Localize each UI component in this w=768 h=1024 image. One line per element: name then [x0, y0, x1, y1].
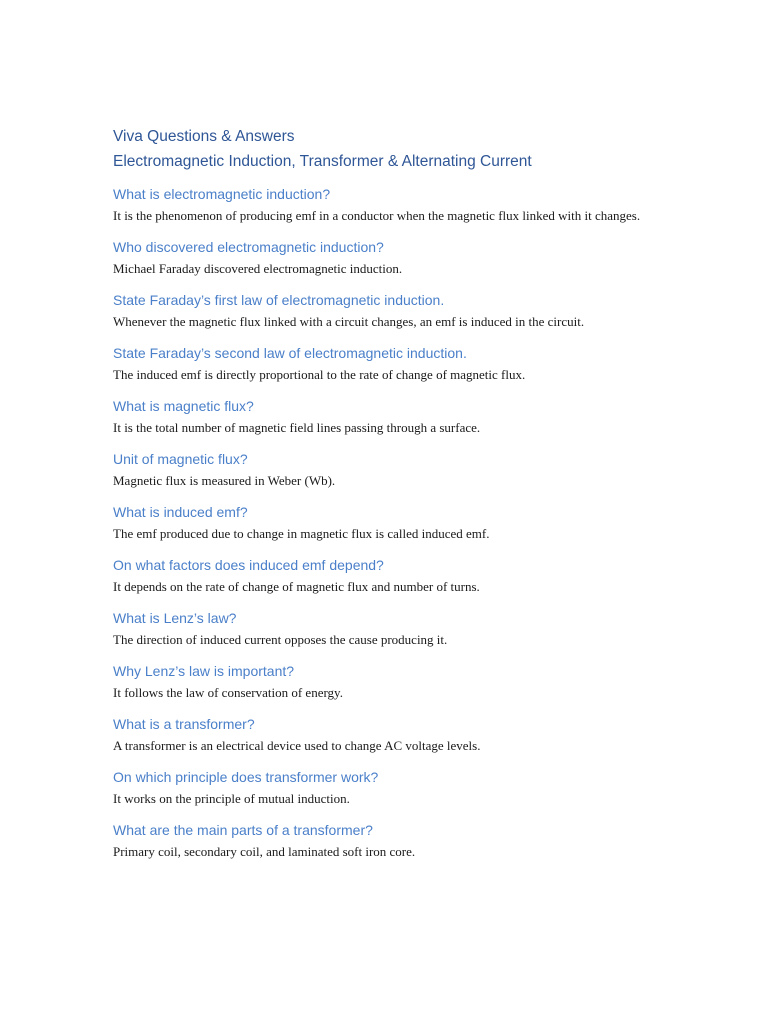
answer-text: The emf produced due to change in magnetic flux is called induced emf.: [113, 526, 490, 541]
qa-item: [113, 714, 673, 755]
question-heading: What is magnetic flux?: [113, 398, 254, 414]
question-heading: State Faraday’s second law of electromagnetic induction.: [113, 345, 467, 361]
answer-text: Michael Faraday discovered electromagnetic induction.: [113, 261, 403, 276]
question-heading: What is Lenz’s law?: [113, 610, 237, 626]
question-heading: What are the main parts of a transformer?: [113, 822, 373, 838]
answer-text: It is the phenomenon of producing emf in a conductor when the magnetic flux linked with it changes.: [113, 208, 641, 223]
answer-text: The induced emf is directly proportional to the rate of change of magnetic flux.: [113, 367, 526, 382]
qa-item: [113, 184, 673, 225]
question-heading: Who discovered electromagnetic induction?: [113, 239, 384, 255]
question-heading: On which principle does transformer work?: [113, 769, 379, 785]
answer-text: It follows the law of conservation of energy.: [113, 685, 343, 700]
question-heading: On what factors does induced emf depend?: [113, 557, 384, 573]
qa-item: [113, 343, 673, 384]
answer-text: Primary coil, secondary coil, and laminated soft iron core.: [113, 844, 416, 859]
document-subtitle: Electromagnetic Induction, Transformer & Alternating Current: [113, 153, 532, 170]
qa-item: [113, 237, 673, 278]
answer-text: Magnetic flux is measured in Weber (Wb).: [113, 473, 336, 488]
qa-item: [113, 608, 673, 649]
question-heading: Unit of magnetic flux?: [113, 451, 248, 467]
question-heading: What is a transformer?: [113, 716, 255, 732]
answer-text: A transformer is an electrical device used to change AC voltage levels.: [113, 738, 481, 753]
qa-list: [113, 184, 673, 861]
qa-item: [113, 820, 673, 861]
question-heading: What is induced emf?: [113, 504, 248, 520]
qa-item: [113, 767, 673, 808]
qa-item: [113, 555, 673, 596]
question-heading: State Faraday’s first law of electromagnetic induction.: [113, 292, 445, 308]
qa-item: [113, 661, 673, 702]
document-content: [113, 124, 673, 873]
answer-text: It is the total number of magnetic field lines passing through a surface.: [113, 420, 481, 435]
document-title: Viva Questions & Answers: [113, 128, 295, 145]
answer-text: Whenever the magnetic flux linked with a circuit changes, an emf is induced in the circuit.: [113, 314, 585, 329]
answer-text: It works on the principle of mutual induction.: [113, 791, 350, 806]
qa-item: [113, 502, 673, 543]
question-heading: What is electromagnetic induction?: [113, 186, 331, 202]
answer-text: The direction of induced current opposes the cause producing it.: [113, 632, 448, 647]
answer-text: It depends on the rate of change of magnetic flux and number of turns.: [113, 579, 480, 594]
qa-item: [113, 396, 673, 437]
question-heading: Why Lenz’s law is important?: [113, 663, 295, 679]
qa-item: [113, 449, 673, 490]
qa-item: [113, 290, 673, 331]
